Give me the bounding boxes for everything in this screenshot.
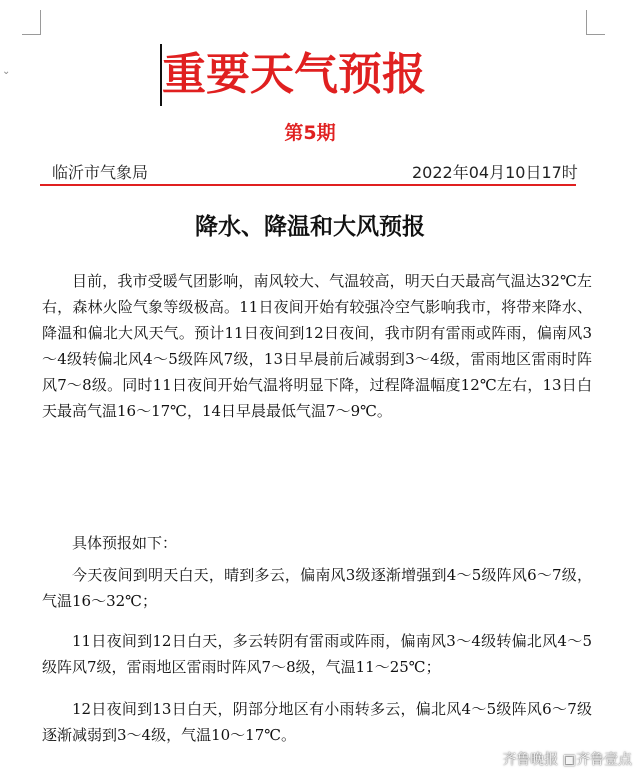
issue-number[interactable]: 第5期 xyxy=(284,122,336,144)
header-divider xyxy=(40,184,576,186)
paragraph-forecast-intro[interactable]: 具体预报如下： xyxy=(72,534,178,552)
paragraph-forecast-11th[interactable]: 11日夜间到12日白天，多云转阴有雷雨或阵雨，偏南风3～4级转偏北风4～5级阵风7级，雷雨地区雷雨时阵风7～8级，气温11～25℃； xyxy=(42,632,592,676)
paragraph-overview[interactable]: 目前，我市受暖气团影响，南风较大、气温较高，明天白天最高气温达32℃左右，森林火险气象等级极高。11日夜间开始有较强冷空气影响我市，将带来降水、降温和偏北大风天气。预计11日夜间到12日夜间，我市阴有雷雨或阵雨，偏南风3～4级转偏北风4～5级阵风7级，13日早晨前后减弱到3～4级，雷雨地区雷雨时阵风7～8级。同时11日夜间开始气温将明显下降，过程降温幅度12℃左右，13日白天最高气温16～17℃，14日早晨最低气温7～9℃。 xyxy=(42,272,592,420)
forecast-headline[interactable]: 降水、降温和大风预报 xyxy=(195,214,425,240)
margin-marker-icon: ⌄ xyxy=(2,66,11,77)
document-title[interactable]: 重要天气预报 xyxy=(162,49,426,100)
issue-datetime[interactable]: 2022年04月10日17时 xyxy=(412,163,578,182)
paragraph-forecast-12th[interactable]: 12日夜间到13日白天，阴部分地区有小雨转多云，偏北风4～5级阵风6～7级逐渐减弱到3～4级，气温10～17℃。 xyxy=(42,700,592,744)
source-watermark: 齐鲁晚报 ▣齐鲁壹点 xyxy=(502,752,632,768)
page-corner-mark-right xyxy=(586,10,605,35)
paragraph-forecast-today[interactable]: 今天夜间到明天白天，晴到多云，偏南风3级逐渐增强到4～5级阵风6～7级，气温16～32℃； xyxy=(42,566,592,610)
issuing-agency[interactable]: 临沂市气象局 xyxy=(52,163,149,182)
page-corner-mark-left xyxy=(22,10,41,35)
